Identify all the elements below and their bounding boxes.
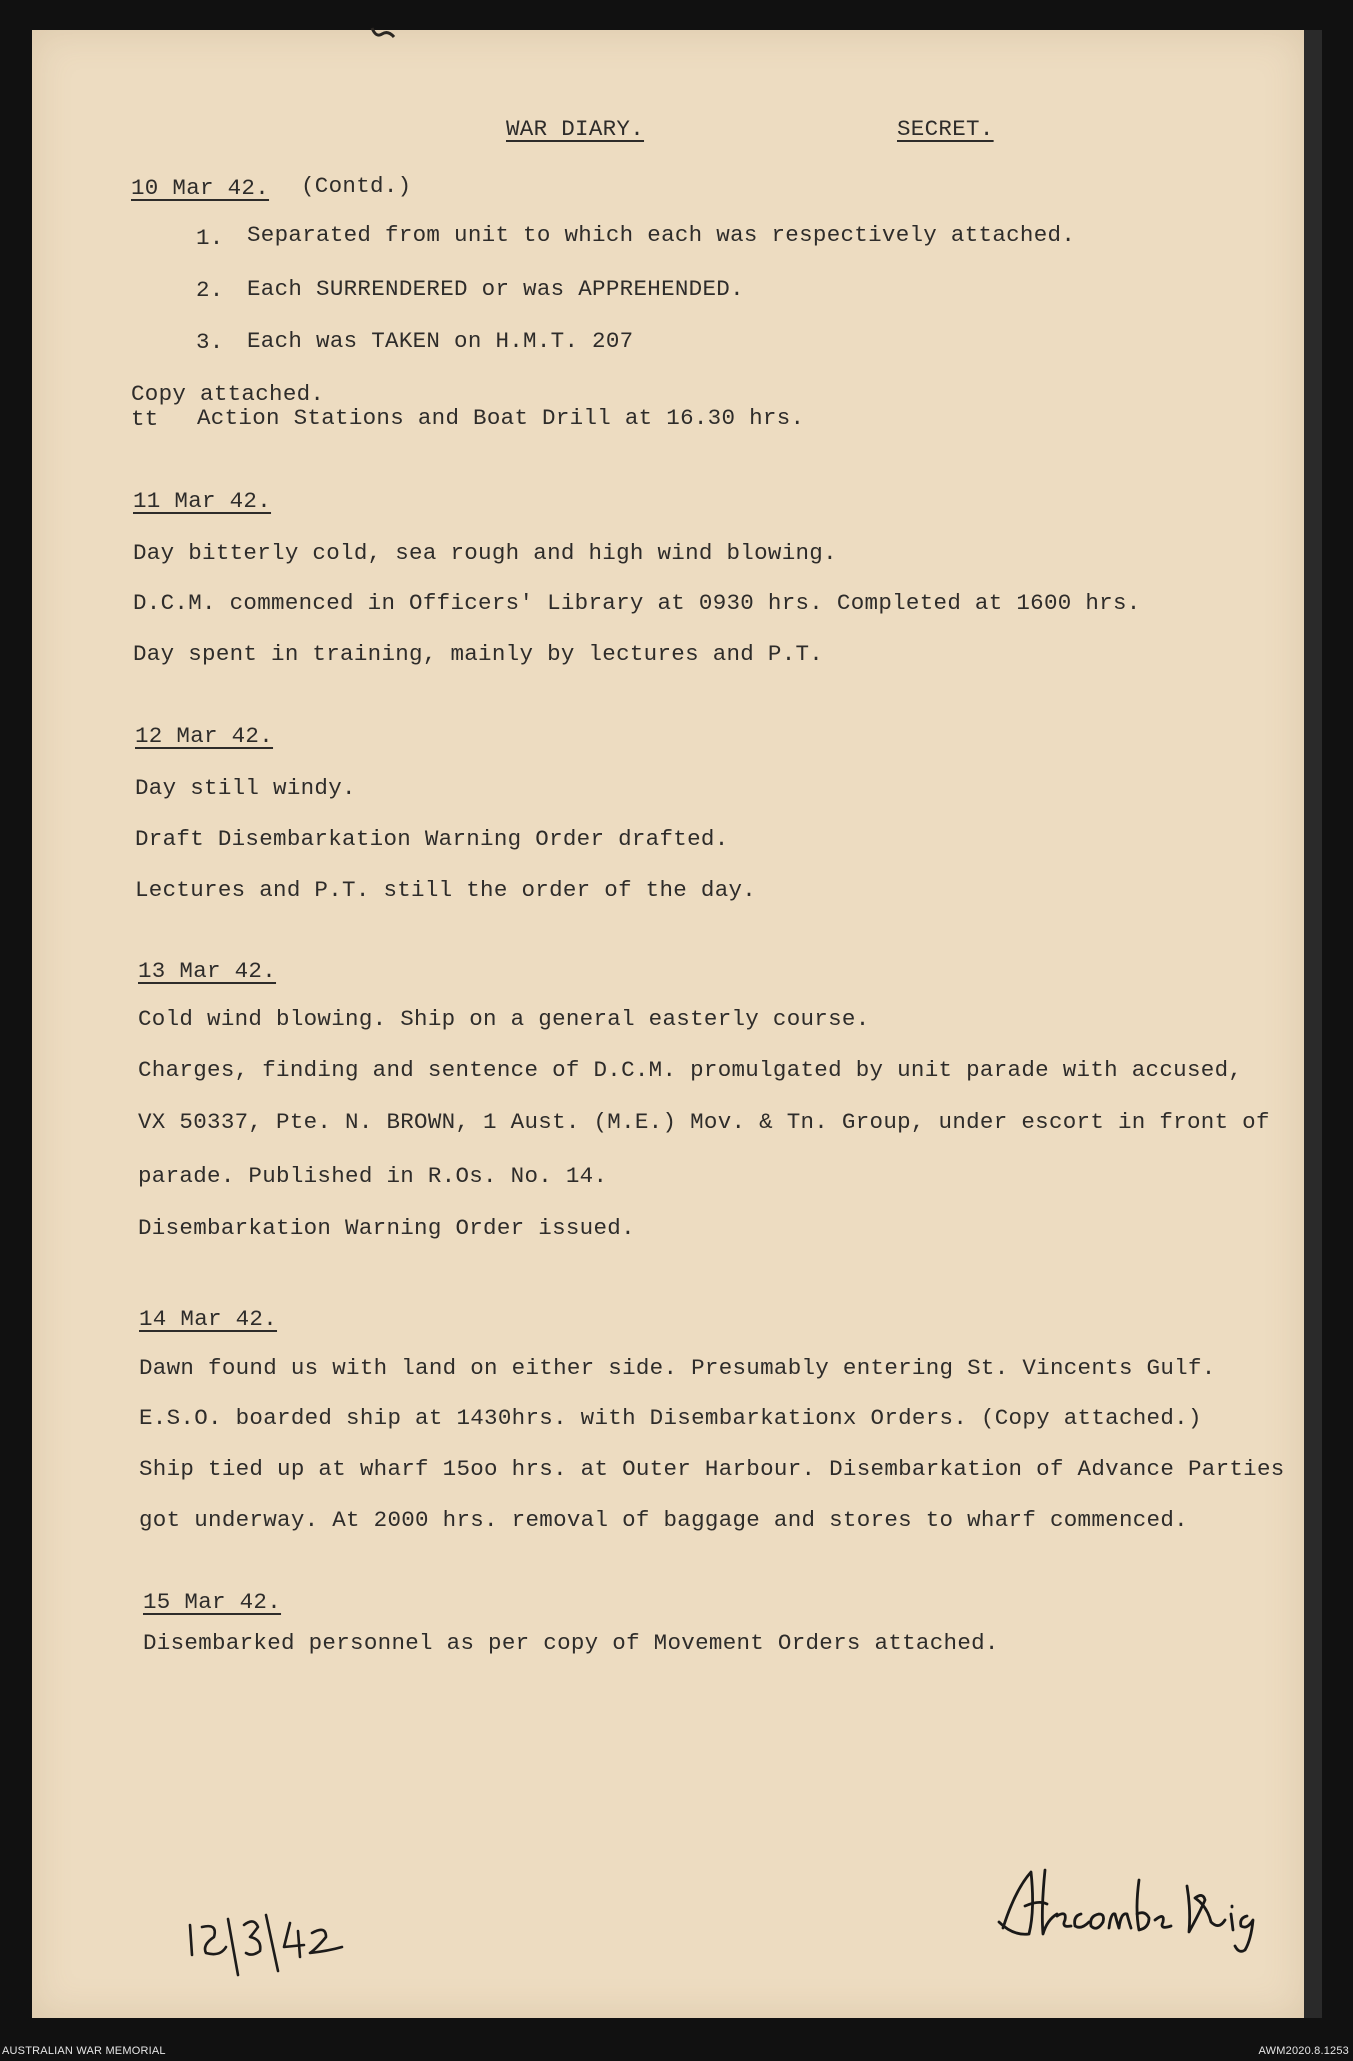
entry-line: Ship tied up at wharf 15oo hrs. at Outer Harbour. Disembarkation of Advance Parties <box>139 1456 1285 1482</box>
entry-line: got underway. At 2000 hrs. removal of baggage and stores to wharf commenced. <box>139 1507 1188 1533</box>
entry-date-14-mar: 14 Mar 42. <box>139 1306 278 1332</box>
list-item-text: Each SURRENDERED or was APPREHENDED. <box>247 276 744 302</box>
entry-line: Disembarkation Warning Order issued. <box>138 1215 635 1241</box>
entry-line: Dawn found us with land on either side. Presumably entering St. Vincents Gulf. <box>139 1355 1216 1381</box>
entry-line: parade. Published in R.Os. No. 14. <box>138 1163 608 1189</box>
list-item-text: Separated from unit to which each was respectively attached. <box>247 222 1076 248</box>
signature <box>985 1850 1285 1960</box>
entry-line: Draft Disembarkation Warning Order drafted. <box>135 826 729 852</box>
ink-mark <box>368 26 398 40</box>
handwritten-date <box>180 1895 360 1985</box>
document-title: WAR DIARY. <box>506 116 645 142</box>
footer-reference: AWM2020.8.1253 <box>1258 2045 1349 2057</box>
entry-line: Charges, finding and sentence of D.C.M. promulgated by unit parade with accused, <box>138 1057 1243 1083</box>
list-item-number: 3. <box>196 329 224 355</box>
page-edge-strip <box>1304 30 1322 2018</box>
entry-line: Copy attached. <box>131 381 325 407</box>
entry-line: Day still windy. <box>135 775 356 801</box>
entry-line: Day spent in training, mainly by lectures and P.T. <box>133 641 824 667</box>
entry-line: Disembarked personnel as per copy of Movement Orders attached. <box>143 1630 999 1656</box>
entry-line: VX 50337, Pte. N. BROWN, 1 Aust. (M.E.) Mov. & Tn. Group, under escort in front of <box>138 1109 1270 1135</box>
classification-label: SECRET. <box>897 116 994 142</box>
strike-mark: tt <box>131 406 159 432</box>
entry-line: E.S.O. boarded ship at 1430hrs. with Disembarkationx Orders. (Copy attached.) <box>139 1405 1202 1431</box>
entry-line: D.C.M. commenced in Officers' Library at 0930 hrs. Completed at 1600 hrs. <box>133 590 1141 616</box>
footer-institution: AUSTRALIAN WAR MEMORIAL <box>2 2045 166 2057</box>
entry-line: Day bitterly cold, sea rough and high wind blowing. <box>133 540 837 566</box>
entry-date-13-mar: 13 Mar 42. <box>138 958 277 984</box>
list-item-text: Each was TAKEN on H.M.T. 207 <box>247 328 634 354</box>
list-item-number: 1. <box>196 225 224 251</box>
entry-date-15-mar: 15 Mar 42. <box>143 1589 282 1615</box>
entry-date-12-mar: 12 Mar 42. <box>135 723 274 749</box>
entry-line: Action Stations and Boat Drill at 16.30 hrs. <box>197 405 805 431</box>
list-item-number: 2. <box>196 277 224 303</box>
entry-date-10-mar: 10 Mar 42. <box>131 175 270 201</box>
entry-line: Cold wind blowing. Ship on a general easterly course. <box>138 1006 870 1032</box>
entry-contd-label: (Contd.) <box>301 173 412 199</box>
entry-line: Lectures and P.T. still the order of the day. <box>135 877 757 903</box>
entry-date-11-mar: 11 Mar 42. <box>133 488 272 514</box>
